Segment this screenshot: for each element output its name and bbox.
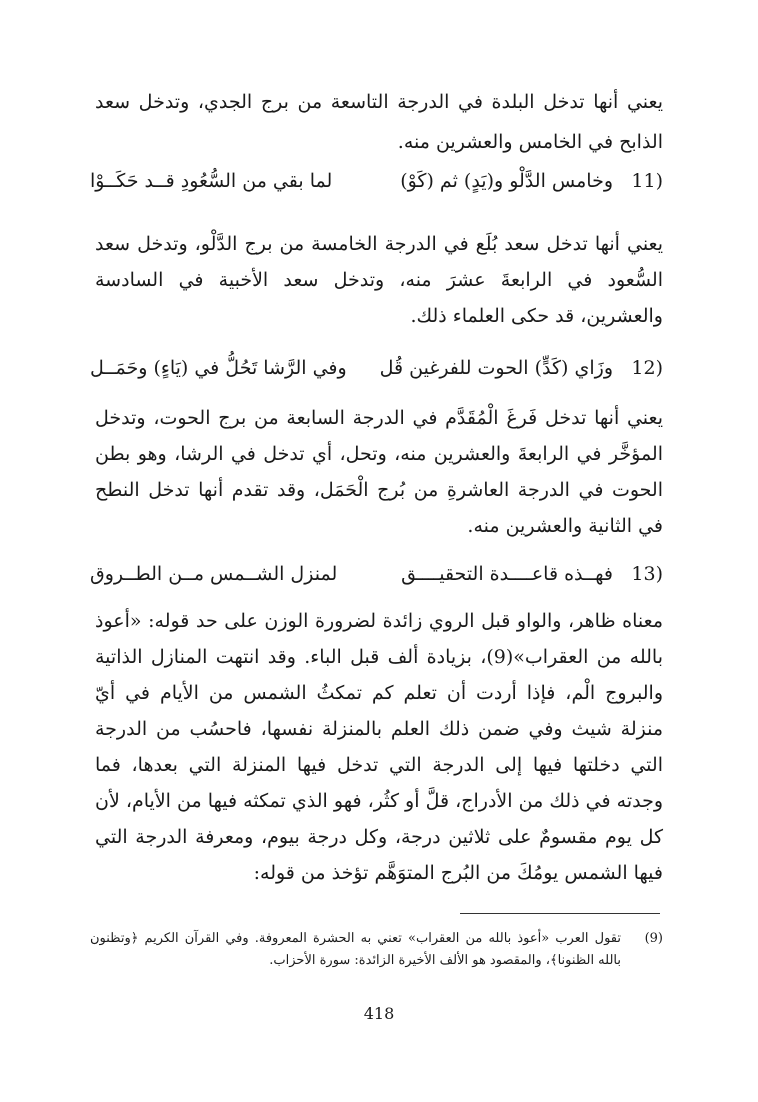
commentary-paragraph-1: يعني أنها تدخل البلدة في الدرجة التاسعة من برج الجدي، وتدخل سعد الذابح في الخامس والعشرين منه.	[95, 91, 663, 153]
commentary-paragraph-2: يعني أنها تدخل سعد بُلَع في الدرجة الخامسة من برج الدَّلْو، وتدخل سعد السُّعود في الرابعةَ عشرَ منه، وتدخل سعد الأخبية في السادسة والعشرين، قد حكى العلماء ذلك.	[95, 233, 663, 327]
verse-first-hemistich: وخامس الدَّلْو و(يَدٍ) ثم (كَوْ)	[400, 170, 613, 192]
verse-number: 11)	[631, 170, 663, 192]
verse-13	[90, 563, 663, 597]
verse-first-hemistich: وزَاي (كَدٍّ) الحوت للفرغين قُل	[379, 357, 613, 379]
page-number: 418	[363, 1004, 395, 1023]
footnote	[90, 928, 663, 972]
commentary-paragraph-4: معناه ظاهر، والواو قبل الروي زائدة لضرورة الوزن على حد قوله: «أعوذ بالله من العقراب»(9)، بزيادة ألف قبل الباء. وقد انتهت المنازل الذاتية والبروج الْم، فإذا أردت أن تعلم كم تمكثُ الشمس من الأيام في أيّ منزلة شيث وفي ضمن ذلك العلم بالمنزلة نفسها، فاحسُب من الدرجة التي دخلتها فيها إلى الدرجة التي تدخل فيها المنزلة التي بعدها، فما وجدته في ذلك من الأدراج، قلَّ أو كثُر، فهو الذي تمكثه فيها من الأيام، لأن كل يوم مقسومٌ على ثلاثين درجة، وكل درجة بيوم، ومعرفة الدرجة التي فيها الشمس يومُكَ من البُرج المتوَهَّم تؤخذ من قوله:	[95, 610, 664, 884]
verse-number: 12)	[631, 357, 663, 379]
verse-second-hemistich: وفي الرَّشا تَحُلُّ في (يَاءٍ) وحَمَــل	[90, 357, 347, 379]
verse-11	[90, 170, 663, 204]
verse-second-hemistich: لمنزل الشــمس مــن الطــروق	[90, 563, 338, 585]
footnote-separator	[460, 913, 660, 914]
verse-12	[90, 357, 663, 391]
verse-first-hemistich: فهــذه قاعــــدة التحقيــــق	[401, 563, 613, 585]
verse-number: 13)	[631, 563, 663, 585]
footnote-number: (9)	[644, 931, 663, 946]
footnote-text: تقول العرب «أعوذ بالله من العقراب» تعني به الحشرة المعروفة. وفي القرآن الكريم ﴿وتظنون بالله الظنونا﴾، والمقصود هو الألف الأخيرة الزائدة: سورة الأحزاب.	[90, 931, 621, 968]
commentary-paragraph-3: يعني أنها تدخل فَرغَ الْمُقَدَّم في الدرجة السابعة من برج الحوت، وتدخل المؤخَّر في الرابعةَ والعشرين منه، وتحل، أي تدخل في الرشا، وهو بطن الحوت في الدرجة العاشرةِ من بُرج الْحَمَل، وقد تقدم أنها تدخل النطح في الثانية والعشرين منه.	[95, 407, 663, 537]
verse-second-hemistich: لما بقي من السُّعُودِ قــد حَكَــوْا	[90, 170, 333, 192]
